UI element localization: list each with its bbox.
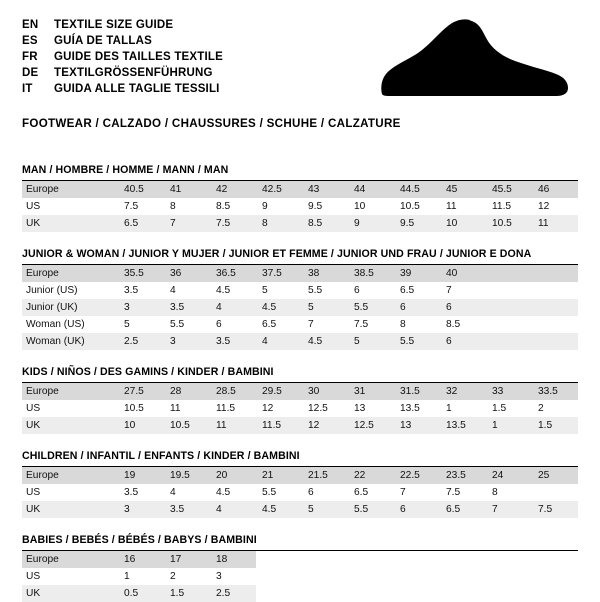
- cell: 20: [210, 467, 256, 484]
- row-label: Europe: [22, 181, 118, 198]
- cell: 13: [348, 400, 394, 417]
- cell: 43: [302, 181, 348, 198]
- cell: 8: [256, 215, 302, 232]
- cell: 8: [394, 316, 440, 333]
- cell: [348, 551, 394, 568]
- cell: 3.5: [164, 501, 210, 518]
- cell: 10: [348, 198, 394, 215]
- cell: 44: [348, 181, 394, 198]
- cell: [532, 299, 578, 316]
- cell: 13.5: [394, 400, 440, 417]
- table-row: [22, 299, 578, 316]
- cell: [486, 333, 532, 350]
- cell: 8.5: [302, 215, 348, 232]
- cell: 6: [302, 484, 348, 501]
- cell: 7: [302, 316, 348, 333]
- cell: 5: [348, 333, 394, 350]
- cell: 5: [302, 501, 348, 518]
- cell: 5.5: [302, 282, 348, 299]
- cell: [486, 585, 532, 602]
- row-label: UK: [22, 417, 118, 434]
- language-row: [22, 50, 223, 65]
- cell: 10.5: [118, 400, 164, 417]
- table-row: [22, 282, 578, 299]
- size-group-man: [22, 164, 578, 232]
- row-label: US: [22, 400, 118, 417]
- cell: 45: [440, 181, 486, 198]
- row-label: US: [22, 198, 118, 215]
- cell: 42: [210, 181, 256, 198]
- cell: 46: [532, 181, 578, 198]
- table-row: [22, 417, 578, 434]
- cell: 11: [164, 400, 210, 417]
- size-table: [22, 265, 578, 350]
- cell: 1: [118, 568, 164, 585]
- table-row: [22, 484, 578, 501]
- table-row: [22, 316, 578, 333]
- cell: 4: [164, 484, 210, 501]
- cell: 5.5: [164, 316, 210, 333]
- cell: [532, 585, 578, 602]
- cell: 7.5: [210, 215, 256, 232]
- group-heading: CHILDREN / INFANTIL / ENFANTS / KINDER / BAMBINI: [22, 450, 578, 467]
- cell: [532, 568, 578, 585]
- cell: 22.5: [394, 467, 440, 484]
- cell: 7: [440, 282, 486, 299]
- cell: [302, 568, 348, 585]
- cell: 3.5: [118, 484, 164, 501]
- table-row: [22, 501, 578, 518]
- size-group-kids: [22, 366, 578, 434]
- cell: 5: [118, 316, 164, 333]
- table-row: [22, 585, 578, 602]
- cell: 24: [486, 467, 532, 484]
- size-group-junior-woman: [22, 248, 578, 350]
- language-title: TEXTILGRÖSSENFÜHRUNG: [54, 67, 213, 79]
- cell: 6.5: [440, 501, 486, 518]
- cell: [440, 585, 486, 602]
- cell: 4.5: [256, 299, 302, 316]
- cell: 11: [532, 215, 578, 232]
- cell: 6: [394, 501, 440, 518]
- cell: 8.5: [440, 316, 486, 333]
- cell: 11: [210, 417, 256, 434]
- cell: 1: [486, 417, 532, 434]
- cell: 13: [394, 417, 440, 434]
- size-group-children: [22, 450, 578, 518]
- cell: 6.5: [394, 282, 440, 299]
- cell: 31.5: [394, 383, 440, 400]
- cell: 18: [210, 551, 256, 568]
- cell: 9: [256, 198, 302, 215]
- cell: 5: [302, 299, 348, 316]
- cell: 2: [164, 568, 210, 585]
- row-label: US: [22, 568, 118, 585]
- row-label: Junior (UK): [22, 299, 118, 316]
- cell: 4.5: [302, 333, 348, 350]
- language-code: FR: [22, 51, 38, 63]
- cell: 2: [532, 400, 578, 417]
- cell: 42.5: [256, 181, 302, 198]
- cell: 5.5: [348, 501, 394, 518]
- cell: [302, 585, 348, 602]
- cell: 19.5: [164, 467, 210, 484]
- row-label: US: [22, 484, 118, 501]
- cell: 2.5: [118, 333, 164, 350]
- cell: 12: [532, 198, 578, 215]
- cell: 31: [348, 383, 394, 400]
- table-row: [22, 265, 578, 282]
- cell: [486, 568, 532, 585]
- language-code: IT: [22, 83, 33, 95]
- page-title: FOOTWEAR / CALZADO / CHAUSSURES / SCHUHE / CALZATURE: [22, 117, 401, 130]
- cell: 4: [210, 299, 256, 316]
- language-row: [22, 34, 223, 49]
- table-row: [22, 333, 578, 350]
- language-row: [22, 66, 223, 81]
- cell: 4: [164, 282, 210, 299]
- cell: [256, 551, 302, 568]
- cell: 37.5: [256, 265, 302, 282]
- row-label: UK: [22, 501, 118, 518]
- cell: [256, 568, 302, 585]
- row-label: Europe: [22, 383, 118, 400]
- document-header: [22, 18, 578, 97]
- cell: [532, 333, 578, 350]
- cell: 1.5: [164, 585, 210, 602]
- language-title: TEXTILE SIZE GUIDE: [54, 19, 174, 31]
- group-heading: KIDS / NIÑOS / DES GAMINS / KINDER / BAMBINI: [22, 366, 578, 383]
- cell: [532, 484, 578, 501]
- cell: [394, 585, 440, 602]
- group-heading: BABIES / BEBÉS / BÉBÉS / BABYS / BAMBINI: [22, 534, 578, 551]
- cell: 5: [256, 282, 302, 299]
- cell: [440, 551, 486, 568]
- cell: 9.5: [394, 215, 440, 232]
- language-code: ES: [22, 35, 38, 47]
- cell: 22: [348, 467, 394, 484]
- cell: 11.5: [256, 417, 302, 434]
- table-row: [22, 551, 578, 568]
- cell: 2.5: [210, 585, 256, 602]
- cell: 21.5: [302, 467, 348, 484]
- table-row: [22, 568, 578, 585]
- cell: 33.5: [532, 383, 578, 400]
- cell: [394, 568, 440, 585]
- size-table: [22, 467, 578, 518]
- language-title: GUÍA DE TALLAS: [54, 35, 152, 47]
- language-code: DE: [22, 67, 39, 79]
- language-title-list: [22, 18, 223, 97]
- size-table: [22, 383, 578, 434]
- cell: 10.5: [164, 417, 210, 434]
- cell: 1.5: [486, 400, 532, 417]
- cell: 7.5: [118, 198, 164, 215]
- cell: 35.5: [118, 265, 164, 282]
- cell: 23.5: [440, 467, 486, 484]
- cell: 41: [164, 181, 210, 198]
- cell: 28.5: [210, 383, 256, 400]
- cell: 27.5: [118, 383, 164, 400]
- row-label: UK: [22, 585, 118, 602]
- cell: 25: [532, 467, 578, 484]
- cell: 38: [302, 265, 348, 282]
- cell: 10.5: [394, 198, 440, 215]
- cell: [486, 316, 532, 333]
- cell: 9.5: [302, 198, 348, 215]
- cell: 36.5: [210, 265, 256, 282]
- cell: 30: [302, 383, 348, 400]
- language-row: [22, 18, 223, 33]
- cell: 6: [440, 299, 486, 316]
- cell: 12.5: [302, 400, 348, 417]
- cell: 28: [164, 383, 210, 400]
- cell: 7: [164, 215, 210, 232]
- cell: [532, 316, 578, 333]
- cell: 7: [394, 484, 440, 501]
- cell: 12.5: [348, 417, 394, 434]
- table-row: [22, 198, 578, 215]
- language-title: GUIDA ALLE TAGLIE TESSILI: [54, 83, 220, 95]
- table-row: [22, 181, 578, 198]
- cell: 3.5: [164, 299, 210, 316]
- cell: 11.5: [486, 198, 532, 215]
- cell: 19: [118, 467, 164, 484]
- cell: 5.5: [256, 484, 302, 501]
- table-row: [22, 467, 578, 484]
- cell: 9: [348, 215, 394, 232]
- cell: 45.5: [486, 181, 532, 198]
- cell: 6: [394, 299, 440, 316]
- cell: 13.5: [440, 417, 486, 434]
- dress-shoe-icon: [374, 14, 574, 106]
- cell: 6: [210, 316, 256, 333]
- table-row: [22, 215, 578, 232]
- language-title: GUIDE DES TAILLES TEXTILE: [54, 51, 223, 63]
- cell: 36: [164, 265, 210, 282]
- size-group-babies: [22, 534, 578, 602]
- cell: 3: [118, 501, 164, 518]
- table-row: [22, 400, 578, 417]
- cell: 3: [164, 333, 210, 350]
- cell: 3: [118, 299, 164, 316]
- cell: 6: [440, 333, 486, 350]
- row-label: Europe: [22, 265, 118, 282]
- cell: 4.5: [256, 501, 302, 518]
- cell: 21: [256, 467, 302, 484]
- cell: [532, 551, 578, 568]
- cell: 7.5: [348, 316, 394, 333]
- row-label: Europe: [22, 467, 118, 484]
- cell: [302, 551, 348, 568]
- cell: 38.5: [348, 265, 394, 282]
- cell: 8: [486, 484, 532, 501]
- cell: 10.5: [486, 215, 532, 232]
- group-heading: MAN / HOMBRE / HOMME / MANN / MAN: [22, 164, 578, 181]
- cell: 1.5: [532, 417, 578, 434]
- cell: 6: [348, 282, 394, 299]
- cell: [256, 585, 302, 602]
- cell: 5.5: [348, 299, 394, 316]
- row-label: Junior (US): [22, 282, 118, 299]
- cell: 8.5: [210, 198, 256, 215]
- cell: 44.5: [394, 181, 440, 198]
- cell: 32: [440, 383, 486, 400]
- cell: [532, 282, 578, 299]
- cell: [348, 568, 394, 585]
- cell: 0.5: [118, 585, 164, 602]
- cell: 4: [210, 501, 256, 518]
- cell: 7: [486, 501, 532, 518]
- cell: 10: [440, 215, 486, 232]
- cell: 4: [256, 333, 302, 350]
- cell: 6.5: [118, 215, 164, 232]
- cell: 33: [486, 383, 532, 400]
- row-label: Woman (US): [22, 316, 118, 333]
- cell: 5.5: [394, 333, 440, 350]
- cell: 4.5: [210, 484, 256, 501]
- cell: 12: [302, 417, 348, 434]
- cell: [486, 551, 532, 568]
- cell: 3: [210, 568, 256, 585]
- cell: 1: [440, 400, 486, 417]
- cell: 6.5: [256, 316, 302, 333]
- cell: [348, 585, 394, 602]
- group-heading: JUNIOR & WOMAN / JUNIOR Y MUJER / JUNIOR ET FEMME / JUNIOR UND FRAU / JUNIOR E DONA: [22, 248, 578, 265]
- cell: [440, 568, 486, 585]
- cell: [486, 282, 532, 299]
- row-label: Europe: [22, 551, 118, 568]
- cell: 16: [118, 551, 164, 568]
- row-label: Woman (UK): [22, 333, 118, 350]
- cell: 12: [256, 400, 302, 417]
- cell: 7.5: [532, 501, 578, 518]
- cell: 4.5: [210, 282, 256, 299]
- cell: 3.5: [210, 333, 256, 350]
- cell: 17: [164, 551, 210, 568]
- size-table: [22, 181, 578, 232]
- cell: [394, 551, 440, 568]
- cell: 7.5: [440, 484, 486, 501]
- cell: [486, 299, 532, 316]
- cell: 11.5: [210, 400, 256, 417]
- cell: 8: [164, 198, 210, 215]
- cell: [486, 265, 532, 282]
- cell: 11: [440, 198, 486, 215]
- cell: 29.5: [256, 383, 302, 400]
- language-code: EN: [22, 19, 39, 31]
- cell: 6.5: [348, 484, 394, 501]
- table-row: [22, 383, 578, 400]
- language-row: [22, 82, 223, 97]
- cell: 40: [440, 265, 486, 282]
- cell: 10: [118, 417, 164, 434]
- cell: 3.5: [118, 282, 164, 299]
- size-table: [22, 551, 578, 602]
- cell: 40.5: [118, 181, 164, 198]
- cell: 39: [394, 265, 440, 282]
- row-label: UK: [22, 215, 118, 232]
- cell: [532, 265, 578, 282]
